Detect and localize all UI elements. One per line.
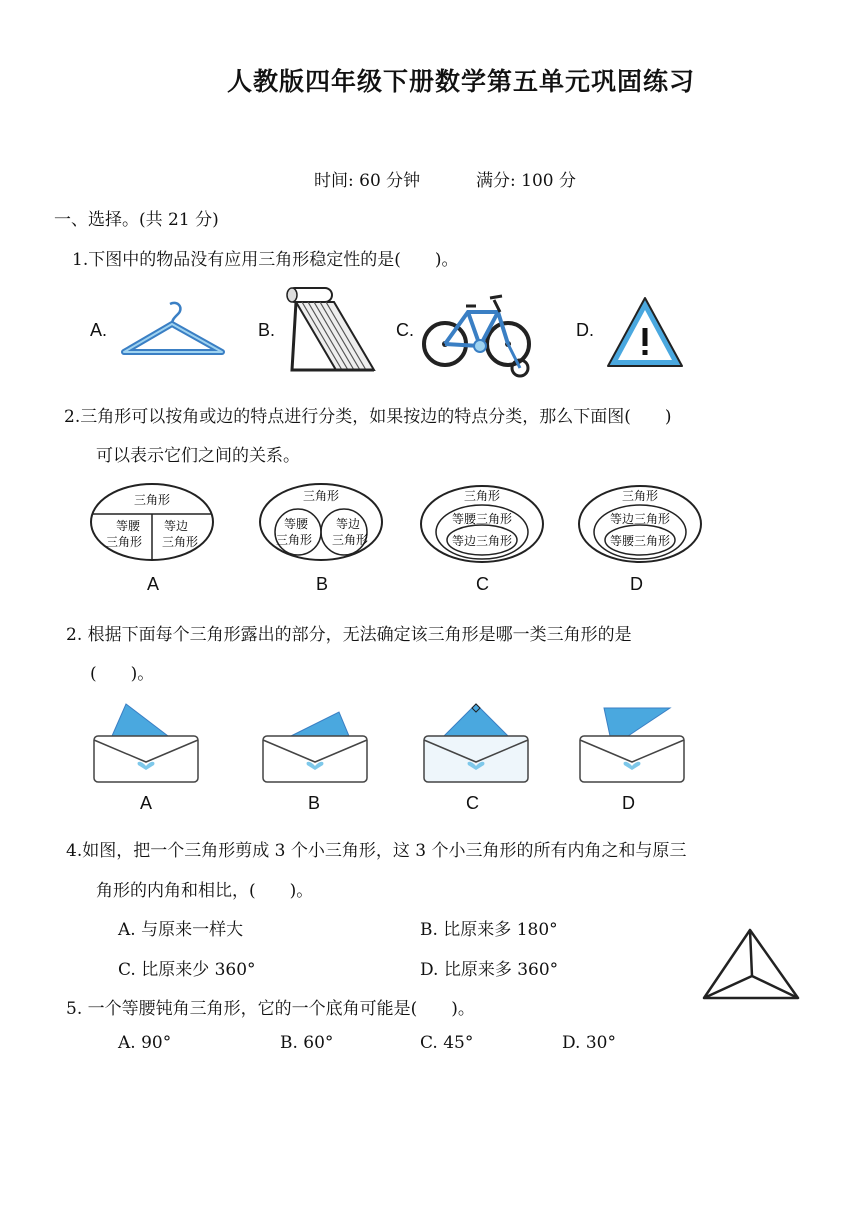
question-2-stem: 2.三角形可以按角或边的特点进行分类，如果按边的特点分类，那么下面图( ) [64,407,672,427]
question-1-stem: 1.下图中的物品没有应用三角形稳定性的是( )。 [72,250,459,270]
q1-option-d-label: D. [576,320,594,340]
q3-option-c-label: C [466,793,479,813]
q2-option-b-label: B [316,574,329,594]
a-equi-suffix: 三角形 [161,535,199,549]
q1-option-b-label: B. [258,320,276,340]
bicycle-icon [420,290,548,380]
q3-option-d-label: D [622,793,635,813]
d-triangle-label: 三角形 [621,489,659,503]
envelope-a [92,700,200,786]
d-equilateral-label: 等边三角形 [609,512,671,526]
warning-sign-icon [604,294,686,370]
q1-option-a-label: A. [90,320,108,340]
q5-option-d: D. 30° [562,1033,616,1053]
q2-option-a-label: A [147,574,160,594]
solar-water-heater-icon [282,286,380,376]
question-2-stem-continued: 可以表示它们之间的关系。 [96,446,300,466]
question-3-stem-continued: ( )。 [90,664,155,684]
clothes-hanger-icon [118,300,230,360]
a-triangle-label: 三角形 [133,493,171,507]
envelope-d [578,700,686,786]
venn-diagram-c [418,482,546,566]
q3-option-a-label: A [140,793,153,813]
c-isosceles-label: 等腰三角形 [451,512,513,526]
q3-option-b-label: B [308,793,321,813]
b-equi-suffix: 三角形 [331,533,369,547]
b-equi-label: 等边 [335,517,361,531]
q5-option-a: A. 90° [118,1033,172,1053]
q2-option-d-label: D [630,574,643,594]
b-iso-suffix: 三角形 [275,533,313,547]
exam-score: 满分: 100 分 [476,171,576,191]
a-iso-suffix: 三角形 [105,535,143,549]
q1-option-c-label: C. [396,320,414,340]
venn-diagram-a [88,480,218,566]
section-heading: 一、选择。(共 21 分) [54,210,219,230]
a-equi-label: 等边 [163,519,189,533]
q4-option-c: C. 比原来少 360° [118,960,256,980]
question-3-stem: 2. 根据下面每个三角形露出的部分，无法确定该三角形是哪一类三角形的是 [66,625,632,645]
question-4-stem-continued: 角形的内角和相比，( )。 [96,881,314,901]
q5-option-c: C. 45° [420,1033,474,1053]
q5-option-b: B. 60° [280,1033,334,1053]
a-iso-label: 等腰 [115,519,141,533]
c-triangle-label: 三角形 [463,489,501,503]
question-4-stem: 4.如图，把一个三角形剪成 3 个小三角形，这 3 个小三角形的所有内角之和与原三 [66,841,687,861]
q4-option-d: D. 比原来多 360° [420,960,559,980]
question-5-stem: 5. 一个等腰钝角三角形，它的一个底角可能是( )。 [66,999,475,1019]
exam-time: 时间: 60 分钟 [314,171,421,191]
q4-option-b: B. 比原来多 180° [420,920,558,940]
venn-diagram-d [576,482,704,566]
divided-triangle-figure [700,926,802,1002]
envelope-b [261,700,369,786]
q2-option-c-label: C [476,574,489,594]
b-iso-label: 等腰 [283,517,309,531]
envelope-c [422,700,530,786]
d-isosceles-label: 等腰三角形 [609,534,671,548]
c-equilateral-label: 等边三角形 [451,534,513,548]
b-triangle-label: 三角形 [302,489,340,503]
q4-option-a: A. 与原来一样大 [118,920,244,940]
venn-diagram-b [258,480,386,566]
page-title: 人教版四年级下册数学第五单元巩固练习 [227,67,696,96]
